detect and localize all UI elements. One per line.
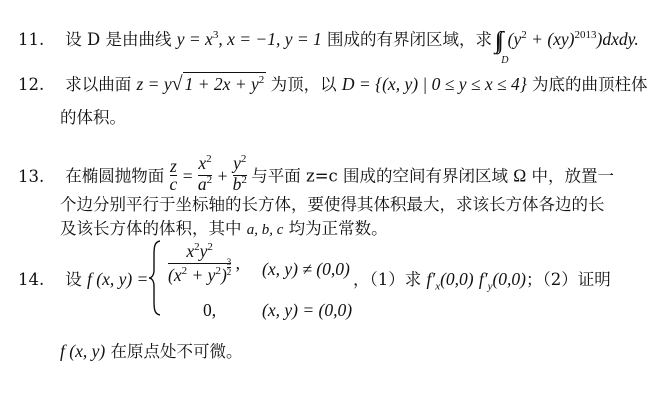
case-1-condition: (x, y) ≠ (0,0) xyxy=(262,259,350,279)
problem-13-line-3: 及该长方体的体积，其中 a, b, c 均为正常数。 xyxy=(60,219,388,238)
problem-text: 围成的有界闭区域，求 xyxy=(327,30,493,49)
double-integral: D ($y^2$ + (xy)$^{2013}$)dxdy. xyxy=(497,29,639,49)
surface-equation: z = y√ $1 + 2x + y^2$ xyxy=(136,73,265,95)
domain-set: D = {(x, y) | 0 ≤ y ≤ x ≤ 4} xyxy=(341,74,527,94)
problem-14-line-2: f (x, y) 在原点处不可微。 xyxy=(60,341,243,361)
problem-text: 设 D 是由曲线 xyxy=(65,30,172,49)
problem-13 xyxy=(18,153,615,198)
problem-13-line-2: 个边分别平行于坐标轴的长方体，要使得其体积最大，求该长方体各边的长 xyxy=(60,195,605,214)
problem-text: 求以曲面 xyxy=(65,75,132,94)
omega-symbol: Ω xyxy=(513,165,527,186)
case-1-fraction: $x^2y^2$ $(x^2 + y^2)$ $\frac{3}{2}$ , xyxy=(168,241,241,285)
problem-number: 14. xyxy=(18,270,45,289)
integral-region: D xyxy=(501,55,509,66)
problem-11 xyxy=(18,28,639,66)
parameters: a, b, c xyxy=(246,222,284,238)
piecewise-brace xyxy=(148,240,162,316)
function-definition: f (x, y) = xyxy=(87,269,149,289)
problem-text: 与平面 z=c 围成的空间有界闭区域 xyxy=(251,166,509,186)
problem-number: 13. xyxy=(18,166,45,186)
partial-y: $f'_y(0,0)$ xyxy=(478,269,526,293)
problem-text: 为顶，以 xyxy=(270,75,337,94)
case-2-condition: (x, y) = (0,0) xyxy=(262,300,353,320)
paraboloid-equation: $\frac{z}{c}$ = $\frac{x^2}{a^2}$ + $\frac{y^2}{b^2}$ xyxy=(169,153,247,194)
problem-text: 为底的曲顶柱体 xyxy=(531,75,648,94)
square-root: √ $1 + 2x + y^2$ xyxy=(171,73,265,95)
case-2-value: 0, xyxy=(203,300,217,320)
problem-12-line-2: 的体积。 xyxy=(60,108,126,127)
problem-number: 12. xyxy=(18,75,45,94)
partial-x: $f'_x(0,0)$ xyxy=(426,269,474,293)
problem-number: 11. xyxy=(18,30,45,49)
exponent-three-halves: $\frac{3}{2}$ xyxy=(226,257,232,278)
problem-14-lead xyxy=(18,269,148,290)
problem-12 xyxy=(18,74,647,97)
curve-equation: $y = x^3$, x = −1, y = 1 xyxy=(176,29,322,49)
problem-text: 在椭圆抛物面 xyxy=(65,166,165,186)
problem-text: 中，放置一 xyxy=(531,166,615,186)
problem-text: 设 xyxy=(65,270,82,289)
function-name: f (x, y) xyxy=(60,341,106,361)
problem-14-parts: ，（1）求 $f'_x(0,0)$ $f'_y(0,0)$；（2）证明 xyxy=(353,269,611,293)
